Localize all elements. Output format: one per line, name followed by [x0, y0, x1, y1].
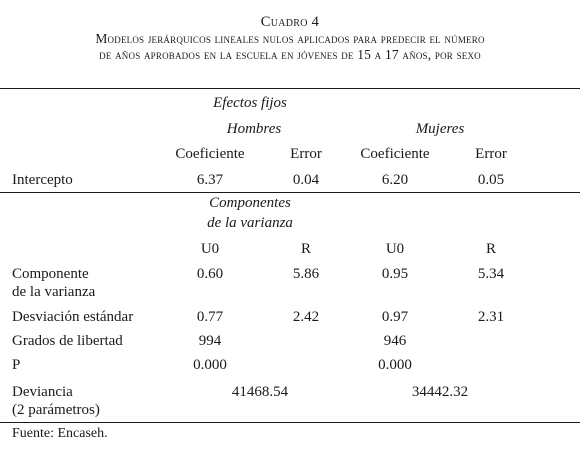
cell-variance-men-u0: 0.60 [196, 266, 224, 282]
bottom-rule [0, 422, 580, 423]
table-number: Cuadro 4 [260, 14, 320, 30]
variance-heading-line-2: de la varianza [207, 215, 293, 231]
cell-stddev-men-r: 2.42 [292, 309, 320, 325]
row-label-intercept: Intercepto [12, 172, 73, 188]
cell-stddev-men-u0: 0.77 [196, 309, 224, 325]
header-women-u0: U0 [385, 241, 405, 257]
top-rule [0, 88, 580, 89]
cell-intercept-men-coef: 6.37 [196, 172, 224, 188]
row-label-variance-component-line-2: de la varianza [12, 284, 96, 300]
fixed-effects-heading: Efectos fijos [213, 95, 287, 111]
section-rule [0, 192, 580, 193]
header-women-coef: Coeficiente [360, 146, 430, 162]
cell-deviance-men: 41468.54 [231, 384, 289, 400]
header-women-error: Error [475, 146, 507, 162]
cell-dof-women: 946 [383, 333, 407, 349]
cell-intercept-women-error: 0.05 [477, 172, 505, 188]
header-men-r: R [300, 241, 311, 257]
group-women-heading: Mujeres [415, 121, 465, 137]
row-label-variance-component-line-1: Componente [12, 266, 89, 282]
cell-stddev-women-u0: 0.97 [381, 309, 409, 325]
cell-p-men: 0.000 [193, 357, 227, 373]
table-caption-line-2: de años aprobados en la escuela en jóvenes de 15 a 17 años, por sexo [99, 47, 481, 62]
row-label-dof: Grados de libertad [12, 333, 123, 349]
cell-variance-women-r: 5.34 [477, 266, 505, 282]
table-title [0, 13, 580, 63]
cell-intercept-men-error: 0.04 [292, 172, 320, 188]
table-caption-line-1: Modelos jerárquicos lineales nulos aplicados para predecir el número [95, 31, 485, 46]
group-men-heading: Hombres [226, 121, 282, 137]
row-label-std-dev: Desviación estándar [12, 309, 134, 325]
header-women-r: R [485, 241, 496, 257]
header-men-error: Error [290, 146, 322, 162]
row-label-deviance-line-2: (2 parámetros) [12, 402, 100, 418]
cell-intercept-women-coef: 6.20 [381, 172, 409, 188]
cell-dof-men: 994 [198, 333, 222, 349]
variance-heading-line-1: Componentes [209, 195, 291, 211]
cell-variance-women-u0: 0.95 [381, 266, 409, 282]
cell-stddev-women-r: 2.31 [477, 309, 505, 325]
cell-p-women: 0.000 [378, 357, 412, 373]
table-source-note: Fuente: Encaseh. [12, 426, 108, 441]
row-label-deviance-line-1: Deviancia [12, 384, 73, 400]
header-men-u0: U0 [200, 241, 220, 257]
cell-variance-men-r: 5.86 [292, 266, 320, 282]
row-label-p: P [12, 357, 21, 373]
header-men-coef: Coeficiente [175, 146, 245, 162]
cell-deviance-women: 34442.32 [411, 384, 469, 400]
